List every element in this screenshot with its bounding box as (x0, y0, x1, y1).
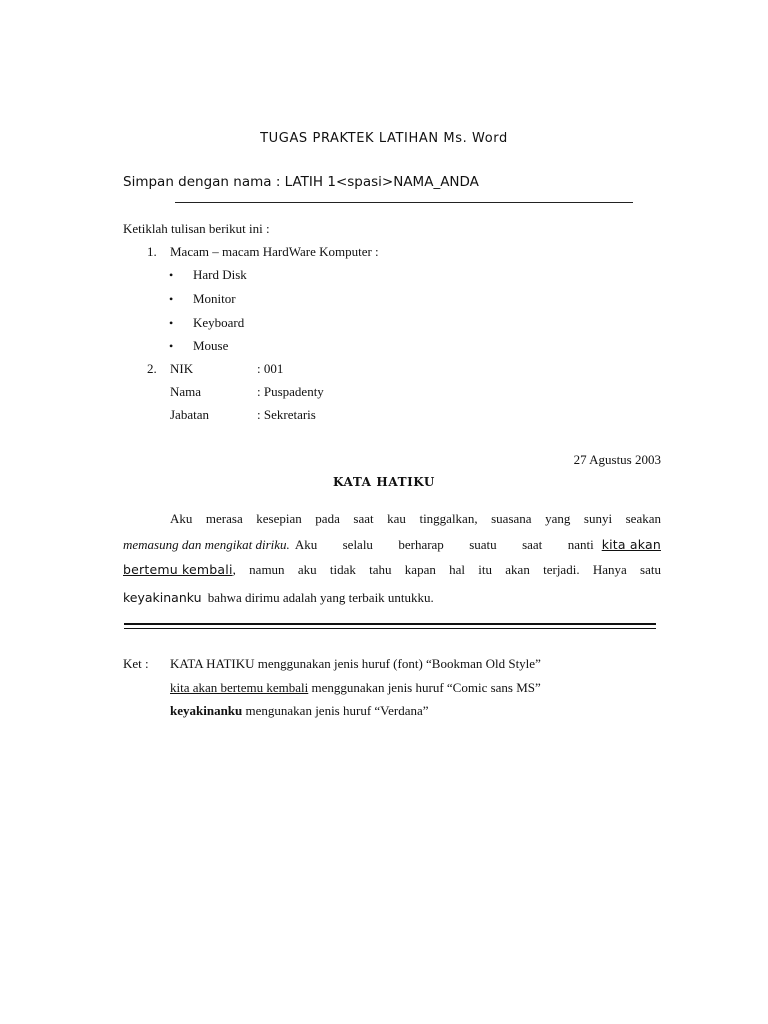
list-item: Keyboard (193, 315, 245, 330)
bullet-icon: • (169, 292, 174, 306)
hardware-list-heading: Macam – macam HardWare Komputer : (170, 244, 379, 259)
letter-date: 27 Agustus 2003 (573, 452, 661, 467)
nik-value: : 001 (257, 361, 284, 376)
notes-bold-word: keyakinanku (170, 703, 243, 718)
list-item: Hard Disk (193, 267, 247, 282)
bullet-icon: • (169, 268, 174, 282)
notes-line-2 (170, 680, 541, 696)
jabatan-value: : Sekretaris (257, 407, 316, 422)
paragraph-line-2 (123, 537, 661, 553)
notes-line-1: KATA HATIKU menggunakan jenis huruf (font) “Bookman Old Style” (170, 656, 541, 671)
double-divider-rule (124, 623, 656, 629)
verdana-word: keyakinanku (123, 590, 202, 605)
comic-phrase-part1: kita akan (601, 537, 661, 552)
intro-text: Ketiklah tulisan berikut ini : (123, 221, 270, 236)
paragraph-line-3 (123, 562, 661, 578)
list-item: Mouse (193, 338, 229, 353)
save-instruction: Simpan dengan nama : LATIH 1<spasi>NAMA_ANDA (123, 174, 479, 190)
paragraph-line-1: Aku merasa kesepian pada saat kau tinggalkan, suasana yang sunyi seakan (170, 511, 661, 526)
document-title: TUGAS PRAKTEK LATIHAN Ms. Word (260, 131, 508, 146)
bullet-icon: • (169, 316, 174, 330)
notes-label: Ket : (123, 656, 149, 671)
nik-label: NIK (170, 361, 194, 376)
comic-phrase-part2: bertemu kembali (123, 562, 233, 577)
italic-phrase: memasung dan mengikat diriku. (123, 537, 290, 552)
notes-underlined-phrase: kita akan bertemu kembali (170, 680, 309, 695)
nama-label: Nama (170, 384, 202, 399)
paragraph-line-4-rest: bahwa dirimu adalah yang terbaik untukku. (207, 590, 434, 605)
paragraph-line-4 (123, 590, 434, 606)
notes-line-3-rest: mengunakan jenis huruf “Verdana” (245, 703, 429, 718)
list-number-1: 1. (147, 244, 157, 259)
paragraph-line-3-rest: , namun aku tidak tahu kapan hal itu akan terjadi. Hanya satu (232, 562, 661, 577)
jabatan-label: Jabatan (170, 407, 209, 422)
notes-line-2-rest: menggunakan jenis huruf “Comic sans MS” (311, 680, 541, 695)
save-underline-rule (175, 202, 633, 203)
nama-value: : Puspadenty (257, 384, 324, 399)
notes-line-3 (170, 703, 429, 719)
paragraph-line-2-rest: Aku selalu berharap suatu saat nanti (294, 537, 594, 552)
bullet-icon: • (169, 339, 174, 353)
poem-title: KATA HATIKU (333, 475, 435, 489)
list-number-2: 2. (147, 361, 157, 376)
list-item: Monitor (193, 291, 236, 306)
